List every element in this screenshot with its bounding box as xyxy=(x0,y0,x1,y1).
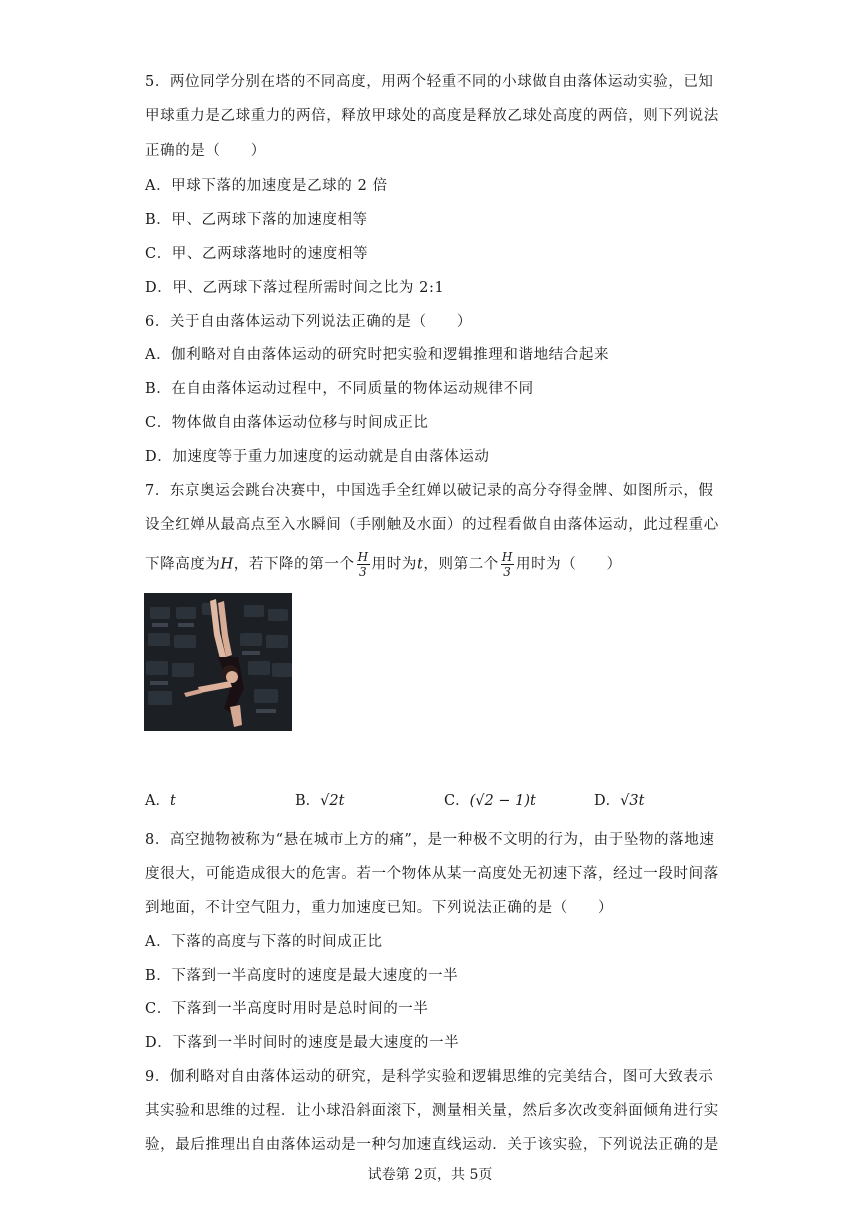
question-7-option-d xyxy=(594,789,644,810)
question-6-option-a: A．伽利略对自由落体运动的研究时把实验和逻辑推理和谐地结合起来 xyxy=(145,347,610,363)
option-a-value: t xyxy=(169,793,176,809)
question-6-option-b: B．在自由落体运动过程中，不同质量的物体运动规律不同 xyxy=(145,381,534,397)
question-5-option-b: B．甲、乙两球下落的加速度相等 xyxy=(145,212,368,228)
question-8-stem-line-2: 度很大，可能造成很大的危害。若一个物体从某一高度处无初速下落，经过一段时间落 xyxy=(145,866,719,882)
question-8-stem-line-3: 到地面，不计空气阻力，重力加速度已知。下列说法正确的是（ ） xyxy=(145,900,614,916)
question-5-stem-line-3: 正确的是（ ） xyxy=(145,143,266,159)
fraction-denominator: 3 xyxy=(503,565,512,579)
question-5-stem-line-1: 5．两位同学分别在塔的不同高度，用两个轻重不同的小球做自由落体运动实验，已知 xyxy=(145,74,714,90)
question-8-option-d: D．下落到一半时间时的速度是最大速度的一半 xyxy=(145,1035,460,1051)
fraction-h-over-3-second xyxy=(501,550,514,579)
question-6-option-d: D．加速度等于重力加速度的运动就是自由落体运动 xyxy=(145,449,490,465)
question-5-stem-line-2: 甲球重力是乙球重力的两倍，释放甲球处的高度是释放乙球处高度的两倍，则下列说法 xyxy=(145,108,719,124)
q7-text-a: 下降高度为 xyxy=(145,556,221,573)
page-footer: 试卷第 2页，共 5页 xyxy=(367,1167,493,1183)
question-9-stem-line-2: 其实验和思维的过程．让小球沿斜面滚下，测量相关量，然后多次改变斜面倾角进行实 xyxy=(145,1103,719,1119)
question-7-option-a xyxy=(145,789,176,810)
q7-text-e: 用时为（ ） xyxy=(515,556,622,573)
fraction-h-over-3 xyxy=(357,550,370,579)
diver-photo xyxy=(144,593,292,731)
q7-var-t: t xyxy=(416,556,424,573)
question-5-option-c: C．甲、乙两球落地时的速度相等 xyxy=(145,246,369,262)
question-7-stem-line-3 xyxy=(145,550,622,579)
question-6-option-c: C．物体做自由落体运动位移与时间成正比 xyxy=(145,415,429,431)
question-8-option-b: B．下落到一半高度时的速度是最大速度的一半 xyxy=(145,968,459,984)
q7-text-c: 用时为 xyxy=(371,556,417,573)
option-d-label: D． xyxy=(594,793,621,809)
question-9-stem-line-3: 验，最后推理出自由落体运动是一种匀加速直线运动．关于该实验，下列说法正确的是 xyxy=(145,1137,719,1153)
question-5-option-a: A．甲球下落的加速度是乙球的 2 倍 xyxy=(145,178,388,194)
question-6-stem: 6．关于自由落体运动下列说法正确的是（ ） xyxy=(145,314,472,330)
option-c-label: C． xyxy=(444,793,470,809)
option-b-value: √2t xyxy=(320,793,345,809)
option-d-value: √3t xyxy=(620,793,645,809)
diver-photo-illustration xyxy=(144,593,292,731)
question-5-option-d: D．甲、乙两球下落过程所需时间之比为 2:1 xyxy=(145,280,445,296)
question-8-option-a: A．下落的高度与下落的时间成正比 xyxy=(145,934,383,950)
fraction-denominator: 3 xyxy=(358,565,368,579)
question-7-option-c xyxy=(444,789,536,810)
option-c-value: (√2 − 1)t xyxy=(469,793,536,809)
fraction-numerator: H xyxy=(357,550,369,564)
question-8-stem-line-1: 8．高空抛物被称为“悬在城市上方的痛”，是一种极不文明的行为，由于坠物的落地速 xyxy=(145,832,715,848)
question-8-option-c: C．下落到一半高度时用时是总时间的一半 xyxy=(145,1001,429,1017)
fraction-numerator: H xyxy=(501,550,513,564)
question-7-stem-line-2: 设全红婵从最高点至入水瞬间（手刚触及水面）的过程看做自由落体运动，此过程重心 xyxy=(145,517,719,533)
q7-var-H: H xyxy=(220,556,234,573)
q7-text-d: ，则第二个 xyxy=(423,556,499,573)
question-7-stem-line-1: 7．东京奥运会跳台决赛中，中国选手全红婵以破记录的高分夺得金牌、如图所示，假 xyxy=(145,483,714,499)
option-b-label: B． xyxy=(295,793,321,809)
q7-text-b: ，若下降的第一个 xyxy=(233,556,355,573)
question-7-option-b xyxy=(295,789,344,810)
option-a-label: A． xyxy=(145,793,170,809)
question-9-stem-line-1: 9．伽利略对自由落体运动的研究，是科学实验和逻辑思维的完美结合，图可大致表示 xyxy=(145,1069,714,1085)
